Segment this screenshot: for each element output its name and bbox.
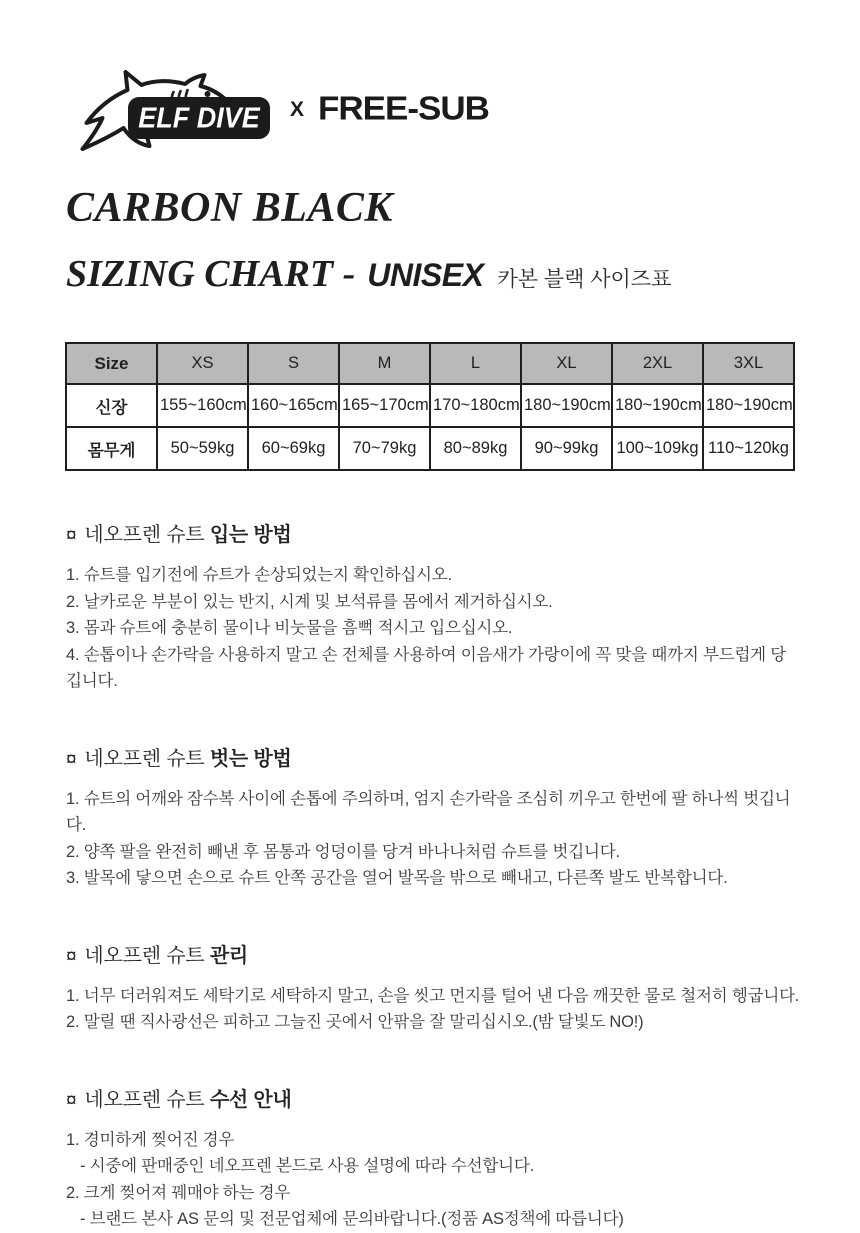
list-item: 2. 날카로운 부분이 있는 반지, 시계 및 보석류를 몸에서 제거하십시오. bbox=[66, 592, 553, 611]
brand-logo-row bbox=[74, 70, 860, 150]
list-item: 1. 경미하게 찢어진 경우 bbox=[66, 1130, 235, 1149]
table-cell: 90~99kg bbox=[521, 427, 612, 470]
section-heading-normal: 네오프렌 슈트 bbox=[84, 944, 210, 967]
table-row bbox=[66, 427, 794, 470]
table-cell: 100~109kg bbox=[612, 427, 703, 470]
size-header-s: S bbox=[248, 343, 339, 384]
size-table bbox=[65, 342, 795, 471]
list-item: 2. 양쪽 팔을 완전히 빼낸 후 몸통과 엉덩이를 당겨 바나나처럼 슈트를 벗깁니다. bbox=[66, 842, 620, 861]
table-cell: 80~89kg bbox=[430, 427, 521, 470]
section-items bbox=[66, 562, 800, 695]
bullet-icon: ¤ bbox=[66, 945, 77, 967]
section-heading-normal: 네오프렌 슈트 bbox=[84, 1088, 210, 1111]
table-cell: 155~160cm bbox=[157, 384, 248, 427]
size-header-l: L bbox=[430, 343, 521, 384]
list-item: 3. 발목에 닿으면 손으로 슈트 안쪽 공간을 열어 발목을 밖으로 빼내고, 다른쪽 발도 반복합니다. bbox=[66, 869, 728, 887]
section-1 bbox=[66, 518, 800, 695]
korean-subtitle: 카본 블랙 사이즈표 bbox=[497, 268, 672, 291]
table-cell: 180~190cm bbox=[703, 384, 794, 427]
section-heading-normal: 네오프렌 슈트 bbox=[84, 524, 210, 546]
size-table-header-row bbox=[66, 343, 794, 384]
size-header-xl: XL bbox=[521, 343, 612, 384]
sizing-chart-title-row bbox=[66, 252, 860, 296]
product-title: CARBON BLACK bbox=[66, 185, 393, 231]
section-2 bbox=[66, 742, 800, 892]
bullet-icon: ¤ bbox=[66, 525, 77, 546]
size-table-body bbox=[66, 384, 794, 470]
table-row bbox=[66, 384, 794, 427]
section-items bbox=[66, 1127, 800, 1233]
table-cell: 180~190cm bbox=[521, 384, 612, 427]
section-4 bbox=[66, 1083, 800, 1233]
list-item: 1. 슈트의 어깨와 잠수복 사이에 손톱에 주의하며, 엄지 손가락을 조심히 끼우고 한번에 팔 하나씩 벗깁니다. bbox=[66, 789, 791, 834]
section-heading-bold: 관리 bbox=[209, 944, 249, 967]
list-item: 4. 손톱이나 손가락을 사용하지 말고 손 전체를 사용하여 이음새가 가랑이에 꼭 맞을 때까지 부드럽게 당깁니다. bbox=[66, 645, 787, 690]
list-item: 1. 너무 더러워져도 세탁기로 세탁하지 말고, 손을 씻고 먼지를 털어 낸 다음 깨끗한 물로 철저히 헹굽니다. bbox=[66, 986, 800, 1005]
instruction-sections bbox=[66, 518, 800, 1233]
list-item: - 시중에 판매중인 네오프렌 본드로 사용 설명에 따라 수선합니다. bbox=[80, 1157, 534, 1175]
free-sub-wordmark: FREE-SUB bbox=[318, 90, 489, 128]
table-cell: 50~59kg bbox=[157, 427, 248, 470]
size-header-xs: XS bbox=[157, 343, 248, 384]
sizing-chart-page bbox=[0, 70, 860, 1228]
elf-dive-badge bbox=[128, 97, 270, 139]
row-label: 몸무게 bbox=[66, 427, 157, 470]
row-label: 신장 bbox=[66, 384, 157, 427]
section-heading-bold: 벗는 방법 bbox=[209, 747, 292, 770]
elf-dive-logo bbox=[74, 70, 274, 150]
section-heading-bold: 입는 방법 bbox=[209, 524, 292, 546]
list-item: 1. 슈트를 입기전에 슈트가 손상되었는지 확인하십시오. bbox=[66, 566, 452, 584]
section-heading bbox=[66, 518, 800, 547]
section-heading bbox=[66, 939, 800, 968]
unisex-label: UNISEX bbox=[367, 257, 484, 293]
elf-dive-wordmark: ELF DIVE bbox=[138, 101, 260, 134]
bullet-icon: ¤ bbox=[66, 748, 77, 770]
table-cell: 110~120kg bbox=[703, 427, 794, 470]
list-item: 3. 몸과 슈트에 충분히 물이나 비눗물을 흠뻑 적시고 입으십시오. bbox=[66, 619, 513, 637]
section-heading bbox=[66, 1083, 800, 1112]
table-cell: 165~170cm bbox=[339, 384, 430, 427]
collab-x-mark: X bbox=[290, 98, 305, 121]
bullet-icon: ¤ bbox=[66, 1089, 77, 1111]
section-heading bbox=[66, 742, 800, 771]
list-item: 2. 말릴 땐 직사광선은 피하고 그늘진 곳에서 안팎을 잘 말리십시오.(밤 달빛도 NO!) bbox=[66, 1013, 644, 1031]
section-items bbox=[66, 983, 800, 1036]
section-heading-normal: 네오프렌 슈트 bbox=[84, 747, 210, 770]
list-item: - 브랜드 본사 AS 문의 및 전문업체에 문의바랍니다.(정품 AS정책에 따릅니다) bbox=[80, 1210, 624, 1228]
table-cell: 70~79kg bbox=[339, 427, 430, 470]
table-cell: 60~69kg bbox=[248, 427, 339, 470]
section-heading-bold: 수선 안내 bbox=[209, 1088, 292, 1111]
size-header-3xl: 3XL bbox=[703, 343, 794, 384]
size-header-m: M bbox=[339, 343, 430, 384]
list-item: 2. 크게 찢어져 꿰매야 하는 경우 bbox=[66, 1183, 291, 1202]
size-header-2xl: 2XL bbox=[612, 343, 703, 384]
section-items bbox=[66, 786, 800, 892]
table-cell: 160~165cm bbox=[248, 384, 339, 427]
size-column-header: Size bbox=[66, 343, 157, 384]
sizing-chart-title: SIZING CHART - bbox=[66, 253, 356, 295]
table-cell: 170~180cm bbox=[430, 384, 521, 427]
table-cell: 180~190cm bbox=[612, 384, 703, 427]
section-3 bbox=[66, 939, 800, 1036]
